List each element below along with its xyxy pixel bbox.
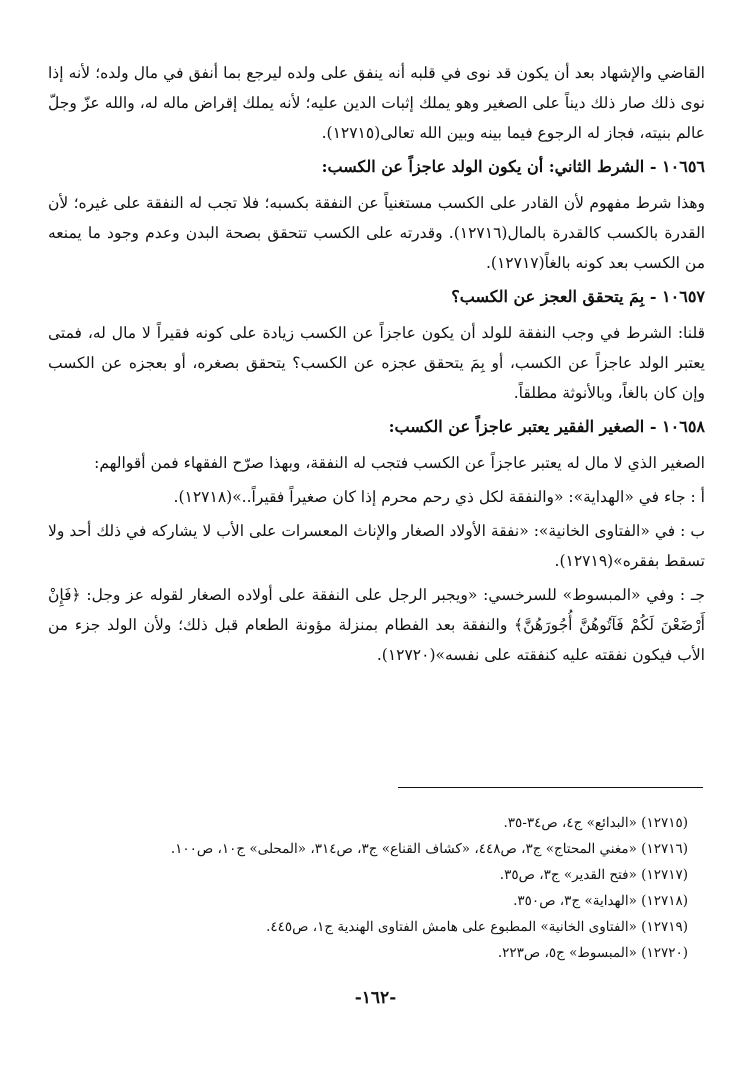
section-heading-10658: ١٠٦٥٨ - الصغير الفقير يعتبر عاجزاً عن الكسب: <box>388 417 705 436</box>
footnote-12718: (١٢٧١٨) «الهداية» ج٣، ص٣٥٠. <box>513 893 688 909</box>
footnote-divider <box>398 787 703 788</box>
section-heading-10656: ١٠٦٥٦ - الشرط الثاني: أن يكون الولد عاجزاً عن الكسب: <box>321 157 705 176</box>
list-item-c: جـ : وفي «المبسوط» للسرخسي: «ويجبر الرجل على النفقة على أولاده الصغار لقوله عز وجل: ﴿فَإِنْ أَرْضَعْنَ لَكُمْ فَآتُوهُنَّ أُجُورَهُنَّ﴾ والنفقة بعد الفطام بمنزلة مؤونة الطعام قبل ذلك؛ ولأن الولد جزء من الأب فيكون نفقته عليه كنفقته على نفسه»(١٢٧٢٠). <box>48 586 705 664</box>
footnote-12716: (١٢٧١٦) «مغني المحتاج» ج٣، ص٤٤٨، «كشاف القناع» ج٣، ص٣١٤، «المحلى» ج١٠، ص١٠٠. <box>170 841 688 857</box>
footnote-12720: (١٢٧٢٠) «المبسوط» ج٥، ص٢٢٣. <box>497 945 688 961</box>
page-number: -١٦٢- <box>354 988 397 1008</box>
footnote-12717: (١٢٧١٧) «فتح القدير» ج٣، ص٣٥. <box>499 867 688 883</box>
footnotes <box>48 810 688 966</box>
footnote-12719: (١٢٧١٩) «الفتاوى الخانية» المطبوع على هامش الفتاوى الهندية ج١، ص٤٤٥. <box>266 919 688 935</box>
main-text <box>48 58 705 674</box>
paragraph-10657: قلنا: الشرط في وجب النفقة للولد أن يكون عاجزاً عن الكسب زيادة على كونه فقيراً لا مال له، فمتى يعتبر الولد عاجزاً عن الكسب، أو بِمَ يتحقق عجزه عن الكسب؟ يتحقق بصغره، أو بعجزه عن الكسب وإن كان بالغاً، وبالأنوثة مطلقاً. <box>48 324 705 402</box>
list-item-a: أ : جاء في «الهداية»: «والنفقة لكل ذي رحم محرم إذا كان صغيراً فقيراً..»(١٢٧١٨). <box>173 488 705 506</box>
paragraph-10656: وهذا شرط مفهوم لأن القادر على الكسب مستغنياً عن النفقة بكسبه؛ فلا تجب له النفقة على غيره؛ لأن القدرة بالكسب كالقدرة بالمال(١٢٧١٦). وقدرته على الكسب تتحقق بصحة البدن وعدم وجود ما يمنعه من الكسب بعد كونه بالغاً(١٢٧١٧). <box>48 194 705 272</box>
paragraph-10658: الصغير الذي لا مال له يعتبر عاجزاً عن الكسب فتجب له النفقة، وبهذا صرّح الفقهاء فمن أقوالهم: <box>94 454 705 472</box>
list-item-b: ب : في «الفتاوى الخانية»: «نفقة الأولاد الصغار والإناث المعسرات على الأب لا يشاركه في ذلك أحد ولا تسقط بفقره»(١٢٧١٩). <box>48 522 705 570</box>
paragraph-intro: القاضي والإشهاد بعد أن يكون قد نوى في قلبه أنه ينفق على ولده ليرجع بما أنفق في مال ولده؛ لأنه إذا نوى ذلك صار ذلك ديناً على الصغير وهو يملك إثبات الدين عليه؛ لأنه يملك إقراض ماله له، والله عزّ وجلّ عالم بنيته، فجاز له الرجوع فيما بينه وبين الله تعالى(١٢٧١٥). <box>48 64 705 142</box>
section-heading-10657: ١٠٦٥٧ - بِمَ يتحقق العجز عن الكسب؟ <box>451 287 705 306</box>
footnote-12715: (١٢٧١٥) «البدائع» ج٤، ص٣٤-٣٥. <box>503 815 688 831</box>
